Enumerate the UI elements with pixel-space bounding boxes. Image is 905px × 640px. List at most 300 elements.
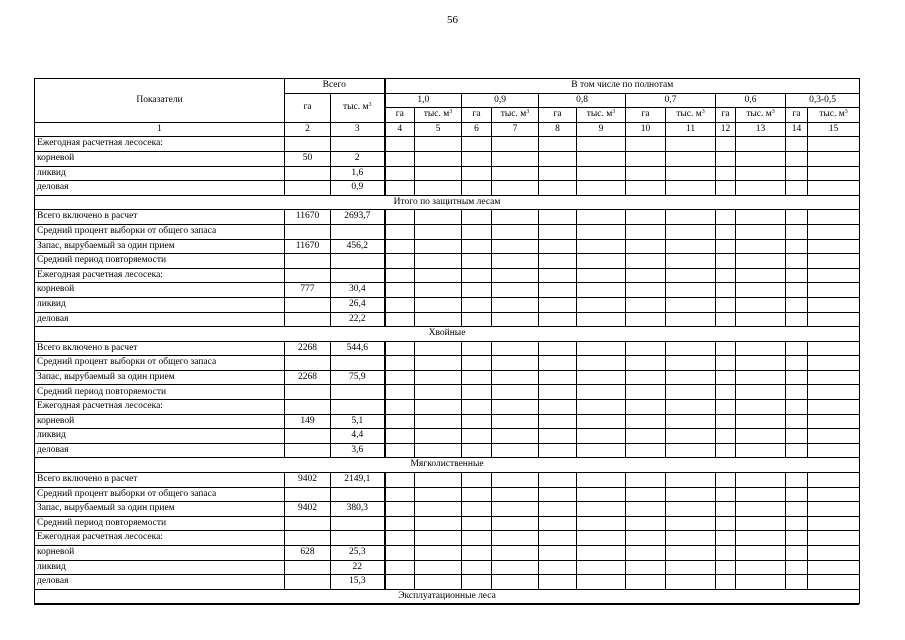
density-cell [736,575,786,590]
density-cell [666,443,716,458]
density-cell [462,239,492,254]
density-cell [492,297,539,312]
density-cell [385,137,415,152]
density-cell [666,356,716,371]
density-cell [626,385,666,400]
density-cell [716,224,736,239]
density-cell [786,531,808,546]
column-number: 2 [285,122,331,137]
volume-subheader [577,108,626,123]
density-cell [716,341,736,356]
unit-superscript: 3 [844,109,848,116]
density-cell [539,268,577,283]
density-cell [385,414,415,429]
column-number: 15 [808,122,860,137]
density-cell [716,151,736,166]
density-cell [666,224,716,239]
density-cell [539,370,577,385]
ha-subheader: га [462,108,492,123]
total-ha-cell: 2268 [285,341,331,356]
total-header: Всего [285,79,385,94]
density-cell [415,166,462,181]
density-cell [492,443,539,458]
density-cell [786,224,808,239]
density-cell [626,443,666,458]
forest-density-table [34,78,860,604]
density-cell [808,254,860,269]
total-ha-cell: 777 [285,283,331,298]
density-cell [539,210,577,225]
density-cell [736,312,786,327]
density-cell [415,443,462,458]
density-cell [716,443,736,458]
density-cell [716,283,736,298]
density-cell [808,312,860,327]
total-volume-cell: 15,3 [331,575,385,590]
density-cell [786,341,808,356]
density-cell [415,151,462,166]
density-header: 1,0 [385,93,462,108]
table-row [35,297,860,312]
density-cell [385,546,415,561]
density-cell [716,137,736,152]
density-cell [577,516,626,531]
density-cell [736,283,786,298]
table-row [35,487,860,502]
column-number: 8 [539,122,577,137]
density-cell [716,546,736,561]
table-row [35,429,860,444]
density-cell [736,487,786,502]
density-cell [626,531,666,546]
header-row-1 [35,79,860,94]
density-cell [492,575,539,590]
density-cell [539,181,577,196]
density-cell [577,385,626,400]
density-cell [462,414,492,429]
density-cell [577,546,626,561]
density-cell [716,210,736,225]
density-cell [716,516,736,531]
density-cell [577,356,626,371]
density-cell [492,151,539,166]
density-cell [626,137,666,152]
density-cell [539,137,577,152]
density-cell [462,385,492,400]
density-cell [577,312,626,327]
volume-subheader [415,108,462,123]
density-cell [539,429,577,444]
density-cell [577,283,626,298]
density-cell [808,429,860,444]
total-ha-cell: 9402 [285,502,331,517]
density-cell [577,181,626,196]
table-row [35,181,860,196]
density-cell [415,181,462,196]
density-cell [415,516,462,531]
volume-subheader [736,108,786,123]
density-cell [577,239,626,254]
total-ha-cell [285,443,331,458]
column-number: 13 [736,122,786,137]
density-cell [786,210,808,225]
density-cell [462,502,492,517]
density-cell [666,341,716,356]
density-cell [666,283,716,298]
indicator-label: Средний период повторяемости [35,385,285,400]
density-cell [626,312,666,327]
density-cell [786,137,808,152]
density-cell [716,312,736,327]
table-row [35,210,860,225]
indicator-label: Ежегодная расчетная лесосека: [35,531,285,546]
indicator-label: корневой [35,546,285,561]
density-cell [716,560,736,575]
density-cell [462,151,492,166]
density-cell [736,151,786,166]
section-title: Эксплуатационные леса [35,589,860,604]
density-cell [808,370,860,385]
table-row [35,312,860,327]
table-row [35,283,860,298]
indicator-label: корневой [35,151,285,166]
density-cell [539,297,577,312]
density-cell [808,181,860,196]
density-cell [492,137,539,152]
indicator-label: ликвид [35,166,285,181]
total-volume-cell: 1,6 [331,166,385,181]
density-cell [786,166,808,181]
table-row [35,516,860,531]
table-row [35,400,860,415]
density-cell [415,560,462,575]
density-cell [808,443,860,458]
ha-subheader: га [716,108,736,123]
density-cell [539,283,577,298]
density-cell [492,400,539,415]
total-ha-cell: 11670 [285,210,331,225]
density-cell [415,429,462,444]
column-number: 4 [385,122,415,137]
density-cell [385,283,415,298]
density-cell [385,575,415,590]
density-cell [577,268,626,283]
total-volume-cell: 5,1 [331,414,385,429]
density-cell [577,341,626,356]
section-title: Хвойные [35,327,860,342]
density-cell [415,414,462,429]
density-cell [385,429,415,444]
table-row [35,473,860,488]
density-cell [462,181,492,196]
density-cell [808,400,860,415]
density-cell [539,239,577,254]
table-header [35,79,860,137]
density-cell [415,254,462,269]
density-cell [492,254,539,269]
density-cell [415,502,462,517]
density-cell [577,400,626,415]
density-cell [577,560,626,575]
density-cell [462,429,492,444]
density-cell [716,575,736,590]
total-ha-cell [285,254,331,269]
density-cell [786,400,808,415]
indicator-label: Ежегодная расчетная лесосека: [35,400,285,415]
density-cell [666,312,716,327]
density-cell [415,297,462,312]
indicator-label: ликвид [35,560,285,575]
table-row [35,531,860,546]
density-cell [786,429,808,444]
density-cell [786,151,808,166]
total-volume-cell [331,224,385,239]
density-cell [462,516,492,531]
density-cell [539,443,577,458]
table-row [35,268,860,283]
density-cell [736,385,786,400]
density-cell [808,210,860,225]
indicator-label: Всего включено в расчет [35,341,285,356]
column-number: 12 [716,122,736,137]
density-cell [385,400,415,415]
density-cell [577,166,626,181]
density-cell [385,312,415,327]
total-ha-cell: 628 [285,546,331,561]
section-row [35,589,860,604]
density-cell [626,283,666,298]
table-row [35,254,860,269]
density-cell [492,210,539,225]
indicator-label: Средний процент выборки от общего запаса [35,487,285,502]
indicator-label: корневой [35,414,285,429]
unit-text: тыс. м [676,109,702,120]
density-cell [462,575,492,590]
density-cell [626,560,666,575]
density-cell [492,283,539,298]
density-cell [539,560,577,575]
unit-superscript: 3 [449,109,453,116]
table-row [35,414,860,429]
density-cell [385,443,415,458]
indicator-label: деловая [35,575,285,590]
density-cell [626,297,666,312]
density-cell [716,370,736,385]
density-cell [736,531,786,546]
density-cell [385,531,415,546]
density-cell [666,370,716,385]
density-cell [577,531,626,546]
column-number-row [35,122,860,137]
total-volume-cell: 75,9 [331,370,385,385]
density-cell [577,137,626,152]
indicator-label: Средний процент выборки от общего запаса [35,356,285,371]
density-cell [462,312,492,327]
density-cell [626,487,666,502]
density-cell [808,297,860,312]
density-cell [577,297,626,312]
density-cell [539,385,577,400]
column-number: 9 [577,122,626,137]
total-volume-cell: 2149,1 [331,473,385,488]
density-cell [666,210,716,225]
total-volume-cell [331,268,385,283]
density-cell [415,370,462,385]
density-cell [808,137,860,152]
density-cell [716,487,736,502]
density-cell [577,487,626,502]
total-ha-cell: 50 [285,151,331,166]
total-volume-cell: 22 [331,560,385,575]
unit-superscript: 3 [612,109,616,116]
density-cell [577,473,626,488]
indicator-label: Запас, вырубаемый за один прием [35,502,285,517]
table-row [35,341,860,356]
indicator-label: корневой [35,283,285,298]
density-cell [492,531,539,546]
density-cell [736,443,786,458]
density-cell [736,429,786,444]
total-volume-header [331,93,385,122]
table-row [35,166,860,181]
density-cell [577,224,626,239]
density-cell [492,312,539,327]
total-ha-cell [285,560,331,575]
indicator-label: Запас, вырубаемый за один прием [35,370,285,385]
density-cell [577,429,626,444]
density-cell [716,166,736,181]
section-row [35,327,860,342]
density-cell [462,137,492,152]
density-cell [716,531,736,546]
density-cell [736,297,786,312]
density-cell [577,414,626,429]
density-cell [415,400,462,415]
total-ha-cell [285,487,331,502]
density-cell [462,356,492,371]
density-cell [666,429,716,444]
density-cell [539,151,577,166]
density-cell [786,560,808,575]
density-cell [626,341,666,356]
density-cell [415,224,462,239]
density-cell [492,560,539,575]
density-cell [462,283,492,298]
density-cell [492,268,539,283]
total-ha-cell [285,166,331,181]
density-cell [626,268,666,283]
density-cell [786,575,808,590]
column-number: 10 [626,122,666,137]
density-cell [786,443,808,458]
density-cell [736,473,786,488]
total-volume-cell [331,400,385,415]
density-cell [577,443,626,458]
density-cell [385,297,415,312]
density-cell [666,400,716,415]
density-header: 0,3-0,5 [786,93,860,108]
density-cell [539,531,577,546]
density-cell [577,502,626,517]
density-cell [462,487,492,502]
density-cell [736,400,786,415]
density-cell [808,385,860,400]
density-cell [736,560,786,575]
density-cell [492,166,539,181]
density-cell [716,254,736,269]
density-cell [462,224,492,239]
density-cell [736,166,786,181]
density-cell [462,473,492,488]
section-row [35,195,860,210]
unit-superscript: 3 [701,109,705,116]
density-cell [666,254,716,269]
density-cell [626,575,666,590]
density-cell [539,546,577,561]
total-volume-cell [331,531,385,546]
indicator-label: деловая [35,312,285,327]
density-cell [462,268,492,283]
total-ha-cell: 11670 [285,239,331,254]
density-cell [808,283,860,298]
total-ha-cell [285,575,331,590]
density-cell [808,502,860,517]
density-cell [492,473,539,488]
density-cell [385,356,415,371]
total-volume-cell [331,356,385,371]
density-cell [736,341,786,356]
total-ha-cell [285,268,331,283]
density-cell [736,370,786,385]
density-cell [577,575,626,590]
ha-subheader: га [539,108,577,123]
density-cell [736,268,786,283]
density-cell [626,239,666,254]
density-cell [808,224,860,239]
density-cell [492,239,539,254]
density-cell [492,546,539,561]
section-title: Мягколиственные [35,458,860,473]
ha-subheader: га [786,108,808,123]
density-cell [808,356,860,371]
table-row [35,356,860,371]
density-cell [666,297,716,312]
density-cell [808,516,860,531]
density-cell [415,268,462,283]
total-ha-cell [285,531,331,546]
density-cell [415,312,462,327]
density-header: 0,7 [626,93,716,108]
density-cell [539,502,577,517]
density-cell [385,239,415,254]
density-cell [385,181,415,196]
density-cell [385,473,415,488]
density-cell [808,341,860,356]
density-cell [415,283,462,298]
page-frame-bottom-line [34,604,859,605]
total-volume-cell: 456,2 [331,239,385,254]
density-cell [462,297,492,312]
density-cell [415,487,462,502]
density-cell [666,239,716,254]
density-cell [786,254,808,269]
density-cell [415,575,462,590]
total-volume-cell [331,516,385,531]
total-ha-cell: 9402 [285,473,331,488]
density-cell [539,414,577,429]
density-cell [736,224,786,239]
density-cell [462,166,492,181]
